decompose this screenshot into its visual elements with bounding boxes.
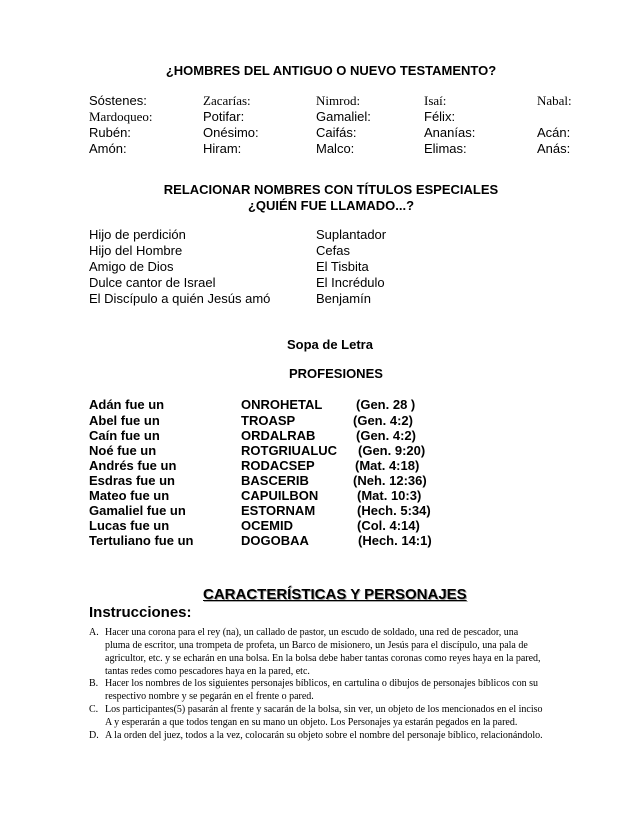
- instruction-line: tantas redes como pescadores haya en la pared, etc.: [105, 666, 310, 677]
- profession-label: Caín fue un: [89, 428, 160, 443]
- wordsearch-title: Sopa de Letra: [287, 337, 373, 352]
- instruction-item: [105, 729, 573, 742]
- title-left-item: Hijo de perdición: [89, 227, 186, 242]
- profession-label: Mateo fue un: [89, 488, 170, 503]
- profession-label: Lucas fue un: [89, 518, 170, 533]
- profession-word: ONROHETAL: [241, 397, 323, 412]
- instruction-label: A.: [89, 627, 99, 638]
- name-cell: Zacarías:: [203, 93, 251, 108]
- name-cell: Amón:: [89, 141, 127, 156]
- profession-ref: (Gen. 28 ): [356, 397, 416, 412]
- name-cell: Malco:: [316, 141, 355, 156]
- profession-word: ORDALRAB: [241, 428, 316, 443]
- instruction-label: C.: [89, 704, 99, 715]
- profession-label: Adán fue un: [89, 397, 165, 412]
- profession-ref: (Gen. 9:20): [358, 443, 426, 458]
- profession-label: Andrés fue un: [89, 458, 177, 473]
- profession-ref: (Col. 4:14): [357, 518, 420, 533]
- profession-word: OCEMID: [241, 518, 293, 533]
- name-cell: Sóstenes:: [89, 93, 147, 108]
- name-cell: Nabal:: [537, 93, 572, 108]
- name-cell: Caifás:: [316, 125, 357, 140]
- name-cell: Rubén:: [89, 125, 131, 140]
- name-cell: Félix:: [424, 109, 456, 124]
- profession-ref: (Hech. 5:34): [357, 503, 431, 518]
- name-cell: Gamaliel:: [316, 109, 371, 124]
- instruction-line: A la orden del juez, todos a la vez, colocarán su objeto sobre el nombre del personaje bíblico, relacionándolo.: [105, 730, 543, 741]
- profession-ref: (Gen. 4:2): [356, 428, 416, 443]
- title-left-item: Amigo de Dios: [89, 259, 174, 274]
- name-cell: Anás:: [537, 141, 571, 156]
- profession-label: Esdras fue un: [89, 473, 175, 488]
- instructions-heading: Instrucciones:: [89, 604, 192, 621]
- instruction-item: [105, 626, 573, 678]
- profession-label: Abel fue un: [89, 413, 160, 428]
- profession-label: Noé fue un: [89, 443, 157, 458]
- profession-ref: (Mat. 4:18): [355, 458, 420, 473]
- profession-label: Gamaliel fue un: [89, 503, 186, 518]
- name-cell: Ananías:: [424, 125, 476, 140]
- name-cell: Onésimo:: [203, 125, 259, 140]
- instruction-line: agricultor, etc. y se echarán en una bolsa. En la bolsa debe haber tantas coronas como reyes haya en la pared,: [105, 653, 541, 664]
- profession-word: CAPUILBON: [241, 488, 319, 503]
- profession-label: Tertuliano fue un: [89, 533, 194, 548]
- title-right-item: Suplantador: [316, 227, 387, 242]
- instruction-line: A y esperarán a que todos tengan en su mano un objeto. Los Personajes ya estarán pegados en la pared.: [105, 717, 518, 728]
- title-left-item: Dulce cantor de Israel: [89, 275, 216, 290]
- name-cell: Nimrod:: [316, 93, 361, 108]
- title-right-item: Cefas: [316, 243, 350, 258]
- name-cell: Acán:: [537, 125, 571, 140]
- instruction-label: D.: [89, 730, 99, 741]
- section1-title: ¿HOMBRES DEL ANTIGUO O NUEVO TESTAMENTO?: [165, 63, 497, 78]
- name-cell: Mardoqueo:: [89, 109, 153, 124]
- instruction-line: Hacer los nombres de los siguientes personajes bíblicos, en cartulina o dibujos de personajes bíblicos con su: [105, 678, 538, 689]
- title-right-item: El Incrédulo: [316, 275, 385, 290]
- profession-word: ROTGRIUALUC: [241, 443, 338, 458]
- profession-word: DOGOBAA: [241, 533, 309, 548]
- wordsearch-subtitle: PROFESIONES: [289, 366, 383, 381]
- name-cell: Hiram:: [203, 141, 242, 156]
- section2-subtitle: ¿QUIÉN FUE LLAMADO...?: [247, 198, 415, 213]
- section4-title: CARACTERÍSTICAS Y PERSONAJES: [203, 586, 467, 603]
- name-cell: Potifar:: [203, 109, 245, 124]
- profession-ref: (Gen. 4:2): [353, 413, 413, 428]
- profession-word: ESTORNAM: [241, 503, 316, 518]
- instruction-item: [105, 703, 573, 729]
- title-right-item: Benjamín: [316, 291, 371, 306]
- name-cell: Elimas:: [424, 141, 467, 156]
- name-cell: Isaí:: [424, 93, 447, 108]
- instruction-item: [105, 677, 573, 703]
- profession-ref: (Hech. 14:1): [358, 533, 432, 548]
- instruction-label: B.: [89, 678, 99, 689]
- profession-word: TROASP: [241, 413, 296, 428]
- instruction-line: Los participantes(5) pasarán al frente y sacarán de la bolsa, sin ver, un objeto de los mencionados en el inciso: [105, 704, 543, 715]
- title-right-item: El Tisbita: [316, 259, 369, 274]
- title-left-item: El Discípulo a quién Jesús amó: [89, 291, 271, 306]
- title-left-item: Hijo del Hombre: [89, 243, 183, 258]
- profession-word: RODACSEP: [241, 458, 315, 473]
- profession-ref: (Mat. 10:3): [357, 488, 422, 503]
- instruction-line: pluma de escritor, una trompeta de profeta, un Barco de misionero, un Jesús para el discípulo, una pala de: [105, 640, 528, 651]
- instruction-line: Hacer una corona para el rey (na), un callado de pastor, un escudo de soldado, una red de pescador, una: [105, 627, 519, 638]
- profession-ref: (Neh. 12:36): [353, 473, 427, 488]
- profession-word: BASCERIB: [241, 473, 309, 488]
- instruction-line: respectivo nombre y se pegarán en el frente o pared.: [105, 691, 314, 702]
- section2-title: RELACIONAR NOMBRES CON TÍTULOS ESPECIALES: [163, 182, 499, 197]
